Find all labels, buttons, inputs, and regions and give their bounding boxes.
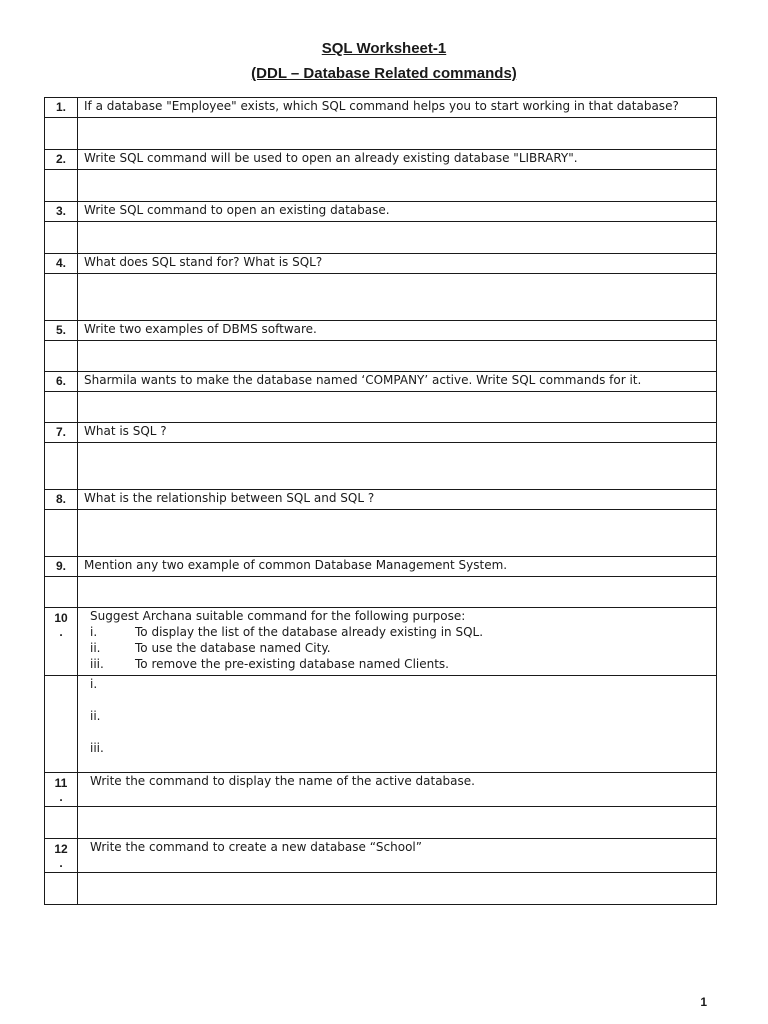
page-number: 1 [700,995,707,1009]
question-number: 3. [45,202,78,222]
question-text: What is SQL ? [78,423,717,443]
question-text: Write the command to create a new database “School” [78,839,717,873]
answer-space[interactable] [78,222,717,254]
answer-space[interactable] [78,676,717,773]
answer-row-4 [45,274,717,321]
answer-space[interactable] [78,170,717,202]
sub-item-text: To use the database named City. [135,641,331,655]
question-row-10 [45,608,717,676]
worksheet-title: SQL Worksheet-1 [321,40,447,57]
question-row-11 [45,773,717,807]
answer-number-cell [45,807,78,839]
answer-row-8 [45,510,717,557]
answer-row-7 [45,443,717,490]
question-text: What does SQL stand for? What is SQL? [78,254,717,274]
question-text: Write SQL command will be used to open an already existing database "LIBRARY". [78,150,717,170]
question-number: 2. [45,150,78,170]
question-number-main: 12 [54,842,68,856]
answer-number-cell [45,577,78,608]
question-number [45,773,78,807]
answer-space[interactable] [78,807,717,839]
question-row-3 [45,202,717,222]
answer-row-9 [45,577,717,608]
question-number-main: 10 [54,611,68,625]
question-text: Mention any two example of common Database Management System. [78,557,717,577]
question-text: What is the relationship between SQL and SQL ? [78,490,717,510]
question-number: 5. [45,321,78,341]
question-row-9 [45,557,717,577]
answer-row-1 [45,118,717,150]
roman-numeral: i. [90,625,98,639]
question-row-4 [45,254,717,274]
question-row-8 [45,490,717,510]
question-number: 8. [45,490,78,510]
roman-numeral: iii. [90,657,104,671]
answer-space[interactable] [78,392,717,423]
question-number: 7. [45,423,78,443]
answer-number-cell [45,222,78,254]
question-text: Write two examples of DBMS software. [78,321,717,341]
answer-number-cell [45,510,78,557]
answer-space[interactable] [78,577,717,608]
answer-number-cell [45,341,78,372]
question-row-6 [45,372,717,392]
sub-item-text: To remove the pre-existing database named Clients. [135,657,449,671]
answer-row-6 [45,392,717,423]
sub-item [90,656,716,672]
answer-space[interactable] [78,873,717,905]
question-number: 9. [45,557,78,577]
answer-row-11 [45,807,717,839]
question-number-dot: . [59,625,63,639]
worksheet-subtitle: (DDL – Database Related commands) [251,65,517,82]
answer-space[interactable] [78,510,717,557]
answer-space[interactable] [78,341,717,372]
question-text: Suggest Archana suitable command for the following purpose: [90,609,466,623]
question-row-5 [45,321,717,341]
question-text: Write the command to display the name of the active database. [78,773,717,807]
answer-space[interactable] [78,443,717,490]
question-number [45,839,78,873]
question-text-block [78,608,717,676]
answer-label: i. [90,677,98,691]
question-number-dot: . [59,856,63,870]
question-row-7 [45,423,717,443]
answer-row-12 [45,873,717,905]
answer-label: ii. [90,709,101,723]
question-row-1 [45,98,717,118]
question-text: Sharmila wants to make the database named ‘COMPANY’ active. Write SQL commands for it. [78,372,717,392]
answer-label: iii. [90,741,104,755]
answer-number-cell [45,392,78,423]
answer-number-cell [45,274,78,321]
question-number [45,608,78,676]
question-number: 4. [45,254,78,274]
answer-number-cell [45,873,78,905]
sub-item [90,640,716,656]
question-number-dot: . [59,790,63,804]
answer-number-cell [45,443,78,490]
roman-numeral: ii. [90,641,101,655]
answer-space[interactable] [78,118,717,150]
answer-row-3 [45,222,717,254]
question-number: 1. [45,98,78,118]
questions-table [44,97,717,905]
question-text: Write SQL command to open an existing database. [78,202,717,222]
answer-space[interactable] [78,274,717,321]
sub-item [90,624,716,640]
question-text: If a database "Employee" exists, which SQL command helps you to start working in that database? [78,98,717,118]
sub-item-text: To display the list of the database already existing in SQL. [135,625,484,639]
answer-row-5 [45,341,717,372]
answer-row-2 [45,170,717,202]
answer-number-cell [45,118,78,150]
answer-number-cell [45,170,78,202]
answer-row-10 [45,676,717,773]
question-row-12 [45,839,717,873]
answer-number-cell [45,676,78,773]
question-number-main: 11 [54,776,68,790]
question-number: 6. [45,372,78,392]
question-row-2 [45,150,717,170]
